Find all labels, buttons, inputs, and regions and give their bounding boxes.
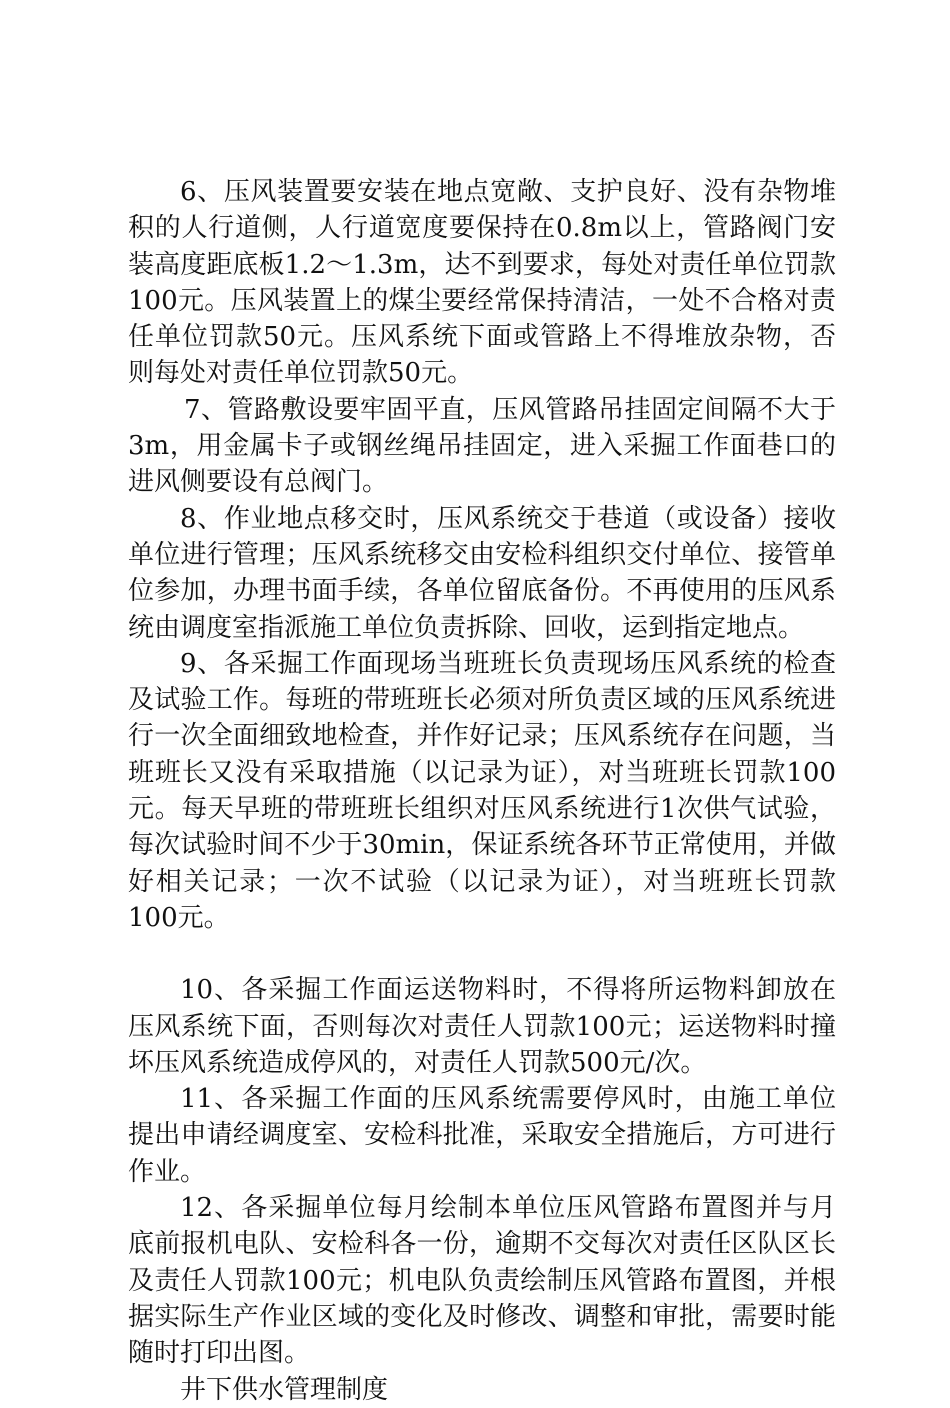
paragraph-12: 12、各采掘单位每月绘制本单位压风管路布置图并与月底前报机电队、安检科各一份，逾期不交每次对责任区队区长及责任人罚款100元；机电队负责绘制压风管路布置图，并根据实际生产作业区域的变化及时修改、调整和审批，需要时能随时打印出图。 [128, 1193, 836, 1369]
paragraph-7: 7、管路敷设要牢固平直，压风管路吊挂固定间隔不大于3m，用金属卡子或钢丝绳吊挂固定，进入采掘工作面巷口的进风侧要设有总阀门。 [128, 394, 836, 498]
paragraph-6: 6、压风装置要安装在地点宽敞、支护良好、没有杂物堆积的人行道侧，人行道宽度要保持在0.8m以上，管路阀门安装高度距底板1.2～1.3m，达不到要求，每处对责任单位罚款100元。压风装置上的煤尘要经常保持清洁，一处不合格对责任单位罚款50元。压风系统下面或管路上不得堆放杂物，否则每处对责任单位罚款50元。 [128, 177, 836, 389]
paragraph-10: 10、各采掘工作面运送物料时，不得将所运物料卸放在压风系统下面，否则每次对责任人罚款100元；运送物料时撞坏压风系统造成停风的，对责任人罚款500元/次。 [128, 975, 836, 1078]
paragraph-9: 9、各采掘工作面现场当班班长负责现场压风系统的检查及试验工作。每班的带班班长必须对所负责区域的压风系统进行一次全面细致地检查，并作好记录；压风系统存在问题，当班班长又没有采取措施（以记录为证），对当班班长罚款100元。每天早班的带班班长组织对压风系统进行1次供气试验，每次试验时间不少于30min，保证系统各环节正常使用，并做好相关记录；一次不试验（以记录为证），对当班班长罚款100元。 [128, 648, 836, 933]
paragraph-spacer [128, 936, 836, 972]
document-body [128, 174, 836, 1408]
paragraph-11: 11、各采掘工作面的压风系统需要停风时，由施工单位提出申请经调度室、安检科批准，采取安全措施后，方可进行作业。 [128, 1084, 836, 1187]
paragraph-8: 8、作业地点移交时，压风系统交于巷道（或设备）接收单位进行管理；压风系统移交由安检科组织交付单位、接管单位参加，办理书面手续，各单位留底备份。不再使用的压风系统由调度室指派施工单位负责拆除、回收，运到指定地点。 [128, 503, 836, 643]
section-heading: 井下供水管理制度 [180, 1374, 389, 1405]
